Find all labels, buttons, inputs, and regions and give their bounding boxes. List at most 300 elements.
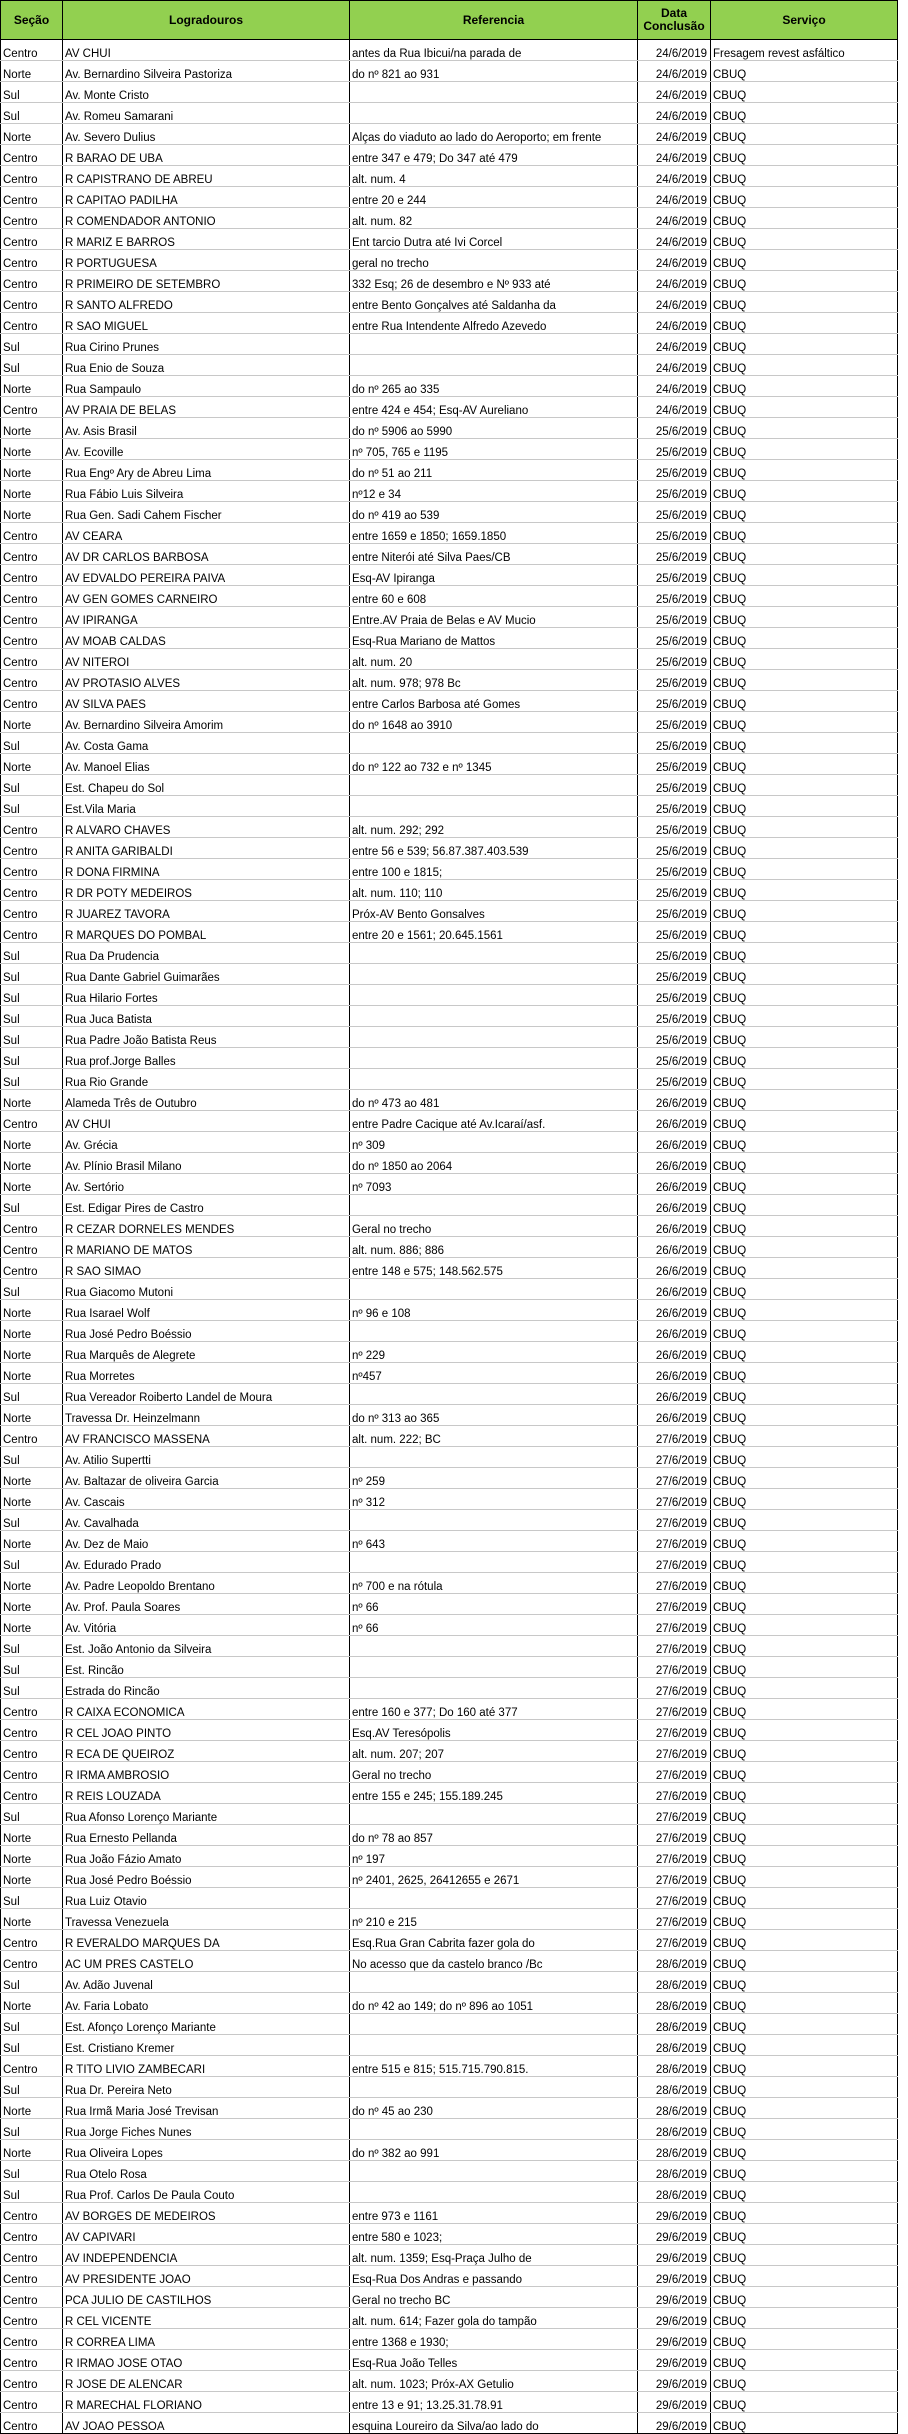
cell-data-conclusao[interactable]: 25/6/2019 bbox=[638, 628, 711, 649]
cell-servico[interactable]: CBUQ bbox=[711, 82, 898, 103]
cell-secao[interactable]: Sul bbox=[1, 796, 63, 817]
cell-logradouro[interactable]: Rua Hilario Fortes bbox=[63, 985, 350, 1006]
cell-secao[interactable]: Sul bbox=[1, 733, 63, 754]
cell-logradouro[interactable]: Av. Edurado Prado bbox=[63, 1552, 350, 1573]
cell-data-conclusao[interactable]: 28/6/2019 bbox=[638, 2119, 711, 2140]
cell-data-conclusao[interactable]: 25/6/2019 bbox=[638, 859, 711, 880]
cell-secao[interactable]: Norte bbox=[1, 1531, 63, 1552]
cell-logradouro[interactable]: R CEZAR DORNELES MENDES bbox=[63, 1216, 350, 1237]
cell-logradouro[interactable]: Rua Isarael Wolf bbox=[63, 1300, 350, 1321]
cell-servico[interactable]: CBUQ bbox=[711, 1615, 898, 1636]
cell-referencia[interactable] bbox=[350, 775, 638, 796]
cell-logradouro[interactable]: AV PROTASIO ALVES bbox=[63, 670, 350, 691]
cell-secao[interactable]: Centro bbox=[1, 2056, 63, 2077]
cell-secao[interactable]: Centro bbox=[1, 2245, 63, 2266]
cell-data-conclusao[interactable]: 29/6/2019 bbox=[638, 2224, 711, 2245]
cell-servico[interactable]: CBUQ bbox=[711, 607, 898, 628]
cell-referencia[interactable]: Geral no trecho BC bbox=[350, 2287, 638, 2308]
cell-logradouro[interactable]: Av. Ecoville bbox=[63, 439, 350, 460]
cell-referencia[interactable]: Entre.AV Praia de Belas e AV Mucio bbox=[350, 607, 638, 628]
cell-referencia[interactable]: nº 66 bbox=[350, 1594, 638, 1615]
cell-logradouro[interactable]: R TITO LIVIO ZAMBECARI bbox=[63, 2056, 350, 2077]
cell-secao[interactable]: Norte bbox=[1, 1153, 63, 1174]
cell-servico[interactable]: CBUQ bbox=[711, 943, 898, 964]
header-referencia[interactable]: Referencia bbox=[350, 1, 638, 40]
header-secao[interactable]: Seção bbox=[1, 1, 63, 40]
cell-referencia[interactable]: nº 66 bbox=[350, 1615, 638, 1636]
cell-referencia[interactable]: entre 160 e 377; Do 160 até 377 bbox=[350, 1699, 638, 1720]
cell-referencia[interactable]: do nº 1648 ao 3910 bbox=[350, 712, 638, 733]
cell-referencia[interactable]: do nº 45 ao 230 bbox=[350, 2098, 638, 2119]
cell-data-conclusao[interactable]: 25/6/2019 bbox=[638, 523, 711, 544]
cell-data-conclusao[interactable]: 28/6/2019 bbox=[638, 1993, 711, 2014]
cell-logradouro[interactable]: AV CHUI bbox=[63, 1111, 350, 1132]
cell-secao[interactable]: Sul bbox=[1, 775, 63, 796]
cell-referencia[interactable]: entre 1368 e 1930; bbox=[350, 2329, 638, 2350]
cell-data-conclusao[interactable]: 24/6/2019 bbox=[638, 103, 711, 124]
cell-secao[interactable]: Centro bbox=[1, 250, 63, 271]
cell-logradouro[interactable]: Rua Prof. Carlos De Paula Couto bbox=[63, 2182, 350, 2203]
cell-logradouro[interactable]: R CORREA LIMA bbox=[63, 2329, 350, 2350]
cell-referencia[interactable]: entre Bento Gonçalves até Saldanha da bbox=[350, 292, 638, 313]
cell-secao[interactable]: Centro bbox=[1, 628, 63, 649]
cell-referencia[interactable] bbox=[350, 1657, 638, 1678]
cell-referencia[interactable] bbox=[350, 1552, 638, 1573]
cell-data-conclusao[interactable]: 26/6/2019 bbox=[638, 1342, 711, 1363]
cell-data-conclusao[interactable]: 26/6/2019 bbox=[638, 1216, 711, 1237]
cell-servico[interactable]: CBUQ bbox=[711, 586, 898, 607]
cell-secao[interactable]: Centro bbox=[1, 208, 63, 229]
cell-logradouro[interactable]: R SAO MIGUEL bbox=[63, 313, 350, 334]
header-data-conclusao[interactable]: Data Conclusão bbox=[638, 1, 711, 40]
cell-data-conclusao[interactable]: 25/6/2019 bbox=[638, 775, 711, 796]
cell-secao[interactable]: Centro bbox=[1, 40, 63, 61]
cell-secao[interactable]: Norte bbox=[1, 1405, 63, 1426]
cell-secao[interactable]: Centro bbox=[1, 838, 63, 859]
cell-secao[interactable]: Centro bbox=[1, 1426, 63, 1447]
cell-secao[interactable]: Sul bbox=[1, 1888, 63, 1909]
cell-logradouro[interactable]: Est. Edigar Pires de Castro bbox=[63, 1195, 350, 1216]
cell-logradouro[interactable]: Av. Faria Lobato bbox=[63, 1993, 350, 2014]
cell-logradouro[interactable]: Rua Irmã Maria José Trevisan bbox=[63, 2098, 350, 2119]
cell-data-conclusao[interactable]: 26/6/2019 bbox=[638, 1321, 711, 1342]
cell-secao[interactable]: Centro bbox=[1, 1762, 63, 1783]
cell-servico[interactable]: CBUQ bbox=[711, 733, 898, 754]
cell-servico[interactable]: Fresagem revest asfáltico bbox=[711, 40, 898, 61]
cell-servico[interactable]: CBUQ bbox=[711, 1426, 898, 1447]
cell-logradouro[interactable]: R DONA FIRMINA bbox=[63, 859, 350, 880]
cell-data-conclusao[interactable]: 27/6/2019 bbox=[638, 1678, 711, 1699]
cell-logradouro[interactable]: Rua Juca Batista bbox=[63, 1006, 350, 1027]
cell-servico[interactable]: CBUQ bbox=[711, 103, 898, 124]
cell-referencia[interactable]: entre 100 e 1815; bbox=[350, 859, 638, 880]
cell-secao[interactable]: Sul bbox=[1, 1027, 63, 1048]
cell-referencia[interactable]: Geral no trecho bbox=[350, 1216, 638, 1237]
cell-referencia[interactable] bbox=[350, 355, 638, 376]
cell-logradouro[interactable]: Est. João Antonio da Silveira bbox=[63, 1636, 350, 1657]
cell-secao[interactable]: Centro bbox=[1, 313, 63, 334]
cell-data-conclusao[interactable]: 28/6/2019 bbox=[638, 2014, 711, 2035]
cell-referencia[interactable]: do nº 1850 ao 2064 bbox=[350, 1153, 638, 1174]
cell-referencia[interactable]: alt. num. 978; 978 Bc bbox=[350, 670, 638, 691]
cell-secao[interactable]: Centro bbox=[1, 649, 63, 670]
cell-referencia[interactable] bbox=[350, 1069, 638, 1090]
cell-data-conclusao[interactable]: 25/6/2019 bbox=[638, 733, 711, 754]
cell-referencia[interactable] bbox=[350, 2035, 638, 2056]
cell-servico[interactable]: CBUQ bbox=[711, 1195, 898, 1216]
cell-secao[interactable]: Sul bbox=[1, 1447, 63, 1468]
cell-secao[interactable]: Sul bbox=[1, 103, 63, 124]
cell-data-conclusao[interactable]: 24/6/2019 bbox=[638, 124, 711, 145]
cell-secao[interactable]: Centro bbox=[1, 1783, 63, 1804]
cell-logradouro[interactable]: Rua João Fázio Amato bbox=[63, 1846, 350, 1867]
cell-secao[interactable]: Centro bbox=[1, 544, 63, 565]
cell-servico[interactable]: CBUQ bbox=[711, 271, 898, 292]
cell-logradouro[interactable]: AV BORGES DE MEDEIROS bbox=[63, 2203, 350, 2224]
cell-data-conclusao[interactable]: 29/6/2019 bbox=[638, 2329, 711, 2350]
cell-secao[interactable]: Centro bbox=[1, 2308, 63, 2329]
cell-servico[interactable]: CBUQ bbox=[711, 2350, 898, 2371]
cell-servico[interactable]: CBUQ bbox=[711, 1867, 898, 1888]
cell-referencia[interactable]: nº 210 e 215 bbox=[350, 1909, 638, 1930]
cell-logradouro[interactable]: Av. Plínio Brasil Milano bbox=[63, 1153, 350, 1174]
cell-secao[interactable]: Norte bbox=[1, 1489, 63, 1510]
cell-secao[interactable]: Norte bbox=[1, 1321, 63, 1342]
cell-logradouro[interactable]: Travessa Venezuela bbox=[63, 1909, 350, 1930]
cell-data-conclusao[interactable]: 25/6/2019 bbox=[638, 880, 711, 901]
cell-data-conclusao[interactable]: 27/6/2019 bbox=[638, 1888, 711, 1909]
cell-secao[interactable]: Sul bbox=[1, 82, 63, 103]
cell-referencia[interactable]: do nº 473 ao 481 bbox=[350, 1090, 638, 1111]
cell-servico[interactable]: CBUQ bbox=[711, 1573, 898, 1594]
cell-referencia[interactable]: Geral no trecho bbox=[350, 1762, 638, 1783]
cell-logradouro[interactable]: Rua prof.Jorge Balles bbox=[63, 1048, 350, 1069]
cell-secao[interactable]: Centro bbox=[1, 901, 63, 922]
cell-data-conclusao[interactable]: 25/6/2019 bbox=[638, 838, 711, 859]
cell-logradouro[interactable]: R CAPITAO PADILHA bbox=[63, 187, 350, 208]
cell-secao[interactable]: Norte bbox=[1, 460, 63, 481]
cell-data-conclusao[interactable]: 29/6/2019 bbox=[638, 2245, 711, 2266]
cell-referencia[interactable]: entre Padre Cacique até Av.Icaraí/asf. bbox=[350, 1111, 638, 1132]
cell-servico[interactable]: CBUQ bbox=[711, 1216, 898, 1237]
cell-servico[interactable]: CBUQ bbox=[711, 1489, 898, 1510]
cell-referencia[interactable] bbox=[350, 1678, 638, 1699]
cell-secao[interactable]: Norte bbox=[1, 2140, 63, 2161]
cell-referencia[interactable]: entre 515 e 815; 515.715.790.815. bbox=[350, 2056, 638, 2077]
cell-referencia[interactable] bbox=[350, 2014, 638, 2035]
cell-logradouro[interactable]: Av. Costa Gama bbox=[63, 733, 350, 754]
cell-data-conclusao[interactable]: 28/6/2019 bbox=[638, 1972, 711, 1993]
cell-referencia[interactable]: Esq.AV Teresópolis bbox=[350, 1720, 638, 1741]
cell-data-conclusao[interactable]: 25/6/2019 bbox=[638, 1069, 711, 1090]
cell-secao[interactable]: Centro bbox=[1, 1237, 63, 1258]
cell-data-conclusao[interactable]: 25/6/2019 bbox=[638, 817, 711, 838]
cell-referencia[interactable]: Esq.Rua Gran Cabrita fazer gola do bbox=[350, 1930, 638, 1951]
cell-logradouro[interactable]: AV GEN GOMES CARNEIRO bbox=[63, 586, 350, 607]
cell-referencia[interactable] bbox=[350, 733, 638, 754]
cell-data-conclusao[interactable]: 27/6/2019 bbox=[638, 1741, 711, 1762]
cell-logradouro[interactable]: R CEL JOAO PINTO bbox=[63, 1720, 350, 1741]
cell-logradouro[interactable]: R REIS LOUZADA bbox=[63, 1783, 350, 1804]
cell-logradouro[interactable]: Est. Rincão bbox=[63, 1657, 350, 1678]
cell-logradouro[interactable]: Av. Atilio Supertti bbox=[63, 1447, 350, 1468]
cell-data-conclusao[interactable]: 27/6/2019 bbox=[638, 1636, 711, 1657]
cell-servico[interactable]: CBUQ bbox=[711, 229, 898, 250]
cell-secao[interactable]: Sul bbox=[1, 964, 63, 985]
cell-servico[interactable]: CBUQ bbox=[711, 1111, 898, 1132]
cell-data-conclusao[interactable]: 29/6/2019 bbox=[638, 2203, 711, 2224]
cell-logradouro[interactable]: R DR POTY MEDEIROS bbox=[63, 880, 350, 901]
cell-data-conclusao[interactable]: 28/6/2019 bbox=[638, 2098, 711, 2119]
cell-servico[interactable]: CBUQ bbox=[711, 1846, 898, 1867]
cell-secao[interactable]: Norte bbox=[1, 1846, 63, 1867]
cell-servico[interactable]: CBUQ bbox=[711, 2392, 898, 2413]
cell-logradouro[interactable]: AV IPIRANGA bbox=[63, 607, 350, 628]
cell-referencia[interactable]: entre 580 e 1023; bbox=[350, 2224, 638, 2245]
cell-data-conclusao[interactable]: 27/6/2019 bbox=[638, 1909, 711, 1930]
cell-secao[interactable]: Sul bbox=[1, 2182, 63, 2203]
cell-servico[interactable]: CBUQ bbox=[711, 712, 898, 733]
cell-servico[interactable]: CBUQ bbox=[711, 1321, 898, 1342]
cell-data-conclusao[interactable]: 26/6/2019 bbox=[638, 1153, 711, 1174]
cell-servico[interactable]: CBUQ bbox=[711, 859, 898, 880]
cell-data-conclusao[interactable]: 24/6/2019 bbox=[638, 334, 711, 355]
cell-logradouro[interactable]: Av. Grécia bbox=[63, 1132, 350, 1153]
cell-data-conclusao[interactable]: 25/6/2019 bbox=[638, 565, 711, 586]
cell-logradouro[interactable]: AV NITEROI bbox=[63, 649, 350, 670]
cell-servico[interactable]: CBUQ bbox=[711, 439, 898, 460]
cell-logradouro[interactable]: R IRMA AMBROSIO bbox=[63, 1762, 350, 1783]
cell-logradouro[interactable]: R ANITA GARIBALDI bbox=[63, 838, 350, 859]
cell-servico[interactable]: CBUQ bbox=[711, 670, 898, 691]
cell-data-conclusao[interactable]: 26/6/2019 bbox=[638, 1237, 711, 1258]
cell-secao[interactable]: Centro bbox=[1, 1930, 63, 1951]
cell-referencia[interactable]: entre 155 e 245; 155.189.245 bbox=[350, 1783, 638, 1804]
cell-referencia[interactable] bbox=[350, 1804, 638, 1825]
cell-referencia[interactable] bbox=[350, 1006, 638, 1027]
cell-referencia[interactable] bbox=[350, 1636, 638, 1657]
cell-referencia[interactable]: alt. num. 1359; Esq-Praça Julho de bbox=[350, 2245, 638, 2266]
cell-servico[interactable]: CBUQ bbox=[711, 1279, 898, 1300]
cell-data-conclusao[interactable]: 26/6/2019 bbox=[638, 1279, 711, 1300]
cell-secao[interactable]: Centro bbox=[1, 2371, 63, 2392]
cell-logradouro[interactable]: Travessa Dr. Heinzelmann bbox=[63, 1405, 350, 1426]
cell-logradouro[interactable]: AV CEARA bbox=[63, 523, 350, 544]
cell-servico[interactable]: CBUQ bbox=[711, 1531, 898, 1552]
cell-data-conclusao[interactable]: 25/6/2019 bbox=[638, 439, 711, 460]
cell-referencia[interactable]: entre 1659 e 1850; 1659.1850 bbox=[350, 523, 638, 544]
cell-secao[interactable]: Sul bbox=[1, 1972, 63, 1993]
cell-servico[interactable]: CBUQ bbox=[711, 1888, 898, 1909]
cell-data-conclusao[interactable]: 27/6/2019 bbox=[638, 1468, 711, 1489]
cell-logradouro[interactable]: Av. Padre Leopoldo Brentano bbox=[63, 1573, 350, 1594]
cell-referencia[interactable]: alt. num. 292; 292 bbox=[350, 817, 638, 838]
cell-logradouro[interactable]: R SAO SIMAO bbox=[63, 1258, 350, 1279]
cell-logradouro[interactable]: Rua Otelo Rosa bbox=[63, 2161, 350, 2182]
cell-referencia[interactable]: nº 96 e 108 bbox=[350, 1300, 638, 1321]
cell-data-conclusao[interactable]: 27/6/2019 bbox=[638, 1489, 711, 1510]
cell-referencia[interactable]: antes da Rua Ibicui/na parada de bbox=[350, 40, 638, 61]
cell-referencia[interactable]: do nº 42 ao 149; do nº 896 ao 1051 bbox=[350, 1993, 638, 2014]
header-servico[interactable]: Serviço bbox=[711, 1, 898, 40]
cell-secao[interactable]: Norte bbox=[1, 1615, 63, 1636]
cell-referencia[interactable]: entre Niterói até Silva Paes/CB bbox=[350, 544, 638, 565]
cell-referencia[interactable]: nº 312 bbox=[350, 1489, 638, 1510]
cell-data-conclusao[interactable]: 25/6/2019 bbox=[638, 691, 711, 712]
cell-data-conclusao[interactable]: 29/6/2019 bbox=[638, 2308, 711, 2329]
cell-servico[interactable]: CBUQ bbox=[711, 250, 898, 271]
cell-data-conclusao[interactable]: 25/6/2019 bbox=[638, 901, 711, 922]
cell-referencia[interactable] bbox=[350, 1384, 638, 1405]
cell-secao[interactable]: Centro bbox=[1, 565, 63, 586]
cell-referencia[interactable] bbox=[350, 796, 638, 817]
cell-referencia[interactable]: do nº 122 ao 732 e nº 1345 bbox=[350, 754, 638, 775]
cell-logradouro[interactable]: Rua Marquês de Alegrete bbox=[63, 1342, 350, 1363]
cell-secao[interactable]: Centro bbox=[1, 859, 63, 880]
cell-servico[interactable]: CBUQ bbox=[711, 544, 898, 565]
cell-logradouro[interactable]: Rua Dante Gabriel Guimarães bbox=[63, 964, 350, 985]
cell-servico[interactable]: CBUQ bbox=[711, 1258, 898, 1279]
cell-referencia[interactable]: Esq-Rua João Telles bbox=[350, 2350, 638, 2371]
cell-logradouro[interactable]: AV SILVA PAES bbox=[63, 691, 350, 712]
cell-logradouro[interactable]: AV EDVALDO PEREIRA PAIVA bbox=[63, 565, 350, 586]
cell-logradouro[interactable]: Av. Baltazar de oliveira Garcia bbox=[63, 1468, 350, 1489]
cell-logradouro[interactable]: Rua José Pedro Boéssio bbox=[63, 1867, 350, 1888]
cell-servico[interactable]: CBUQ bbox=[711, 2035, 898, 2056]
cell-referencia[interactable]: Ent tarcio Dutra até Ivi Corcel bbox=[350, 229, 638, 250]
cell-secao[interactable]: Centro bbox=[1, 1699, 63, 1720]
cell-referencia[interactable] bbox=[350, 2077, 638, 2098]
cell-data-conclusao[interactable]: 27/6/2019 bbox=[638, 1531, 711, 1552]
cell-referencia[interactable]: nº 229 bbox=[350, 1342, 638, 1363]
cell-servico[interactable]: CBUQ bbox=[711, 649, 898, 670]
cell-data-conclusao[interactable]: 27/6/2019 bbox=[638, 1699, 711, 1720]
cell-servico[interactable]: CBUQ bbox=[711, 1741, 898, 1762]
cell-logradouro[interactable]: PCA JULIO DE CASTILHOS bbox=[63, 2287, 350, 2308]
cell-data-conclusao[interactable]: 26/6/2019 bbox=[638, 1090, 711, 1111]
cell-data-conclusao[interactable]: 24/6/2019 bbox=[638, 229, 711, 250]
cell-servico[interactable]: CBUQ bbox=[711, 460, 898, 481]
cell-logradouro[interactable]: Rua Gen. Sadi Cahem Fischer bbox=[63, 502, 350, 523]
cell-servico[interactable]: CBUQ bbox=[711, 502, 898, 523]
cell-logradouro[interactable]: Av. Severo Dulius bbox=[63, 124, 350, 145]
cell-secao[interactable]: Centro bbox=[1, 1951, 63, 1972]
cell-logradouro[interactable]: Av. Manoel Elias bbox=[63, 754, 350, 775]
cell-data-conclusao[interactable]: 25/6/2019 bbox=[638, 502, 711, 523]
cell-servico[interactable]: CBUQ bbox=[711, 2371, 898, 2392]
cell-logradouro[interactable]: AV CAPIVARI bbox=[63, 2224, 350, 2245]
cell-secao[interactable]: Sul bbox=[1, 1657, 63, 1678]
cell-data-conclusao[interactable]: 27/6/2019 bbox=[638, 1594, 711, 1615]
cell-servico[interactable]: CBUQ bbox=[711, 124, 898, 145]
cell-logradouro[interactable]: R ECA DE QUEIROZ bbox=[63, 1741, 350, 1762]
cell-secao[interactable]: Norte bbox=[1, 502, 63, 523]
cell-secao[interactable]: Norte bbox=[1, 1993, 63, 2014]
cell-referencia[interactable]: do nº 313 ao 365 bbox=[350, 1405, 638, 1426]
cell-servico[interactable]: CBUQ bbox=[711, 418, 898, 439]
cell-secao[interactable]: Norte bbox=[1, 439, 63, 460]
cell-secao[interactable]: Norte bbox=[1, 1132, 63, 1153]
cell-referencia[interactable]: entre 424 e 454; Esq-AV Aureliano bbox=[350, 397, 638, 418]
cell-logradouro[interactable]: AC UM PRES CASTELO bbox=[63, 1951, 350, 1972]
cell-data-conclusao[interactable]: 25/6/2019 bbox=[638, 1048, 711, 1069]
cell-data-conclusao[interactable]: 24/6/2019 bbox=[638, 145, 711, 166]
cell-servico[interactable]: CBUQ bbox=[711, 1447, 898, 1468]
cell-data-conclusao[interactable]: 26/6/2019 bbox=[638, 1405, 711, 1426]
cell-data-conclusao[interactable]: 29/6/2019 bbox=[638, 2266, 711, 2287]
cell-data-conclusao[interactable]: 27/6/2019 bbox=[638, 1426, 711, 1447]
cell-secao[interactable]: Sul bbox=[1, 1069, 63, 1090]
cell-secao[interactable]: Sul bbox=[1, 1006, 63, 1027]
cell-secao[interactable]: Sul bbox=[1, 1510, 63, 1531]
cell-logradouro[interactable]: R BARAO DE UBA bbox=[63, 145, 350, 166]
cell-servico[interactable]: CBUQ bbox=[711, 1678, 898, 1699]
cell-logradouro[interactable]: R IRMAO JOSE OTAO bbox=[63, 2350, 350, 2371]
cell-servico[interactable]: CBUQ bbox=[711, 691, 898, 712]
cell-logradouro[interactable]: Rua Luiz Otavio bbox=[63, 1888, 350, 1909]
cell-secao[interactable]: Centro bbox=[1, 2266, 63, 2287]
cell-logradouro[interactable]: Rua Da Prudencia bbox=[63, 943, 350, 964]
cell-referencia[interactable]: nº 259 bbox=[350, 1468, 638, 1489]
cell-logradouro[interactable]: Av. Asis Brasil bbox=[63, 418, 350, 439]
cell-data-conclusao[interactable]: 29/6/2019 bbox=[638, 2413, 711, 2434]
cell-secao[interactable]: Centro bbox=[1, 145, 63, 166]
cell-servico[interactable]: CBUQ bbox=[711, 313, 898, 334]
cell-data-conclusao[interactable]: 25/6/2019 bbox=[638, 649, 711, 670]
cell-referencia[interactable]: entre 973 e 1161 bbox=[350, 2203, 638, 2224]
cell-referencia[interactable]: alt. num. 614; Fazer gola do tampão bbox=[350, 2308, 638, 2329]
cell-secao[interactable]: Sul bbox=[1, 1552, 63, 1573]
cell-data-conclusao[interactable]: 24/6/2019 bbox=[638, 292, 711, 313]
cell-secao[interactable]: Centro bbox=[1, 397, 63, 418]
cell-referencia[interactable]: alt. num. 222; BC bbox=[350, 1426, 638, 1447]
cell-servico[interactable]: CBUQ bbox=[711, 1384, 898, 1405]
cell-secao[interactable]: Norte bbox=[1, 712, 63, 733]
cell-referencia[interactable]: do nº 821 ao 931 bbox=[350, 61, 638, 82]
cell-data-conclusao[interactable]: 24/6/2019 bbox=[638, 313, 711, 334]
cell-servico[interactable]: CBUQ bbox=[711, 2203, 898, 2224]
cell-secao[interactable]: Norte bbox=[1, 754, 63, 775]
cell-servico[interactable]: CBUQ bbox=[711, 2266, 898, 2287]
cell-logradouro[interactable]: R CAIXA ECONOMICA bbox=[63, 1699, 350, 1720]
cell-secao[interactable]: Centro bbox=[1, 2413, 63, 2434]
cell-logradouro[interactable]: R COMENDADOR ANTONIO bbox=[63, 208, 350, 229]
cell-secao[interactable]: Norte bbox=[1, 1174, 63, 1195]
cell-logradouro[interactable]: Rua Enio de Souza bbox=[63, 355, 350, 376]
cell-servico[interactable]: CBUQ bbox=[711, 2413, 898, 2434]
cell-referencia[interactable] bbox=[350, 964, 638, 985]
cell-data-conclusao[interactable]: 28/6/2019 bbox=[638, 2182, 711, 2203]
cell-referencia[interactable]: alt. num. 82 bbox=[350, 208, 638, 229]
cell-logradouro[interactable]: Av. Sertório bbox=[63, 1174, 350, 1195]
cell-referencia[interactable]: No acesso que da castelo branco /Bc bbox=[350, 1951, 638, 1972]
cell-logradouro[interactable]: Estrada do Rincão bbox=[63, 1678, 350, 1699]
cell-data-conclusao[interactable]: 24/6/2019 bbox=[638, 40, 711, 61]
cell-data-conclusao[interactable]: 27/6/2019 bbox=[638, 1762, 711, 1783]
cell-data-conclusao[interactable]: 27/6/2019 bbox=[638, 1510, 711, 1531]
cell-secao[interactable]: Sul bbox=[1, 1195, 63, 1216]
cell-data-conclusao[interactable]: 27/6/2019 bbox=[638, 1720, 711, 1741]
cell-logradouro[interactable]: R JOSE DE ALENCAR bbox=[63, 2371, 350, 2392]
cell-secao[interactable]: Sul bbox=[1, 2119, 63, 2140]
cell-referencia[interactable]: Esq-Rua Dos Andras e passando bbox=[350, 2266, 638, 2287]
cell-servico[interactable]: CBUQ bbox=[711, 1951, 898, 1972]
cell-logradouro[interactable]: R MARECHAL FLORIANO bbox=[63, 2392, 350, 2413]
cell-logradouro[interactable]: R ALVARO CHAVES bbox=[63, 817, 350, 838]
cell-logradouro[interactable]: AV PRAIA DE BELAS bbox=[63, 397, 350, 418]
cell-data-conclusao[interactable]: 24/6/2019 bbox=[638, 82, 711, 103]
cell-secao[interactable]: Centro bbox=[1, 271, 63, 292]
